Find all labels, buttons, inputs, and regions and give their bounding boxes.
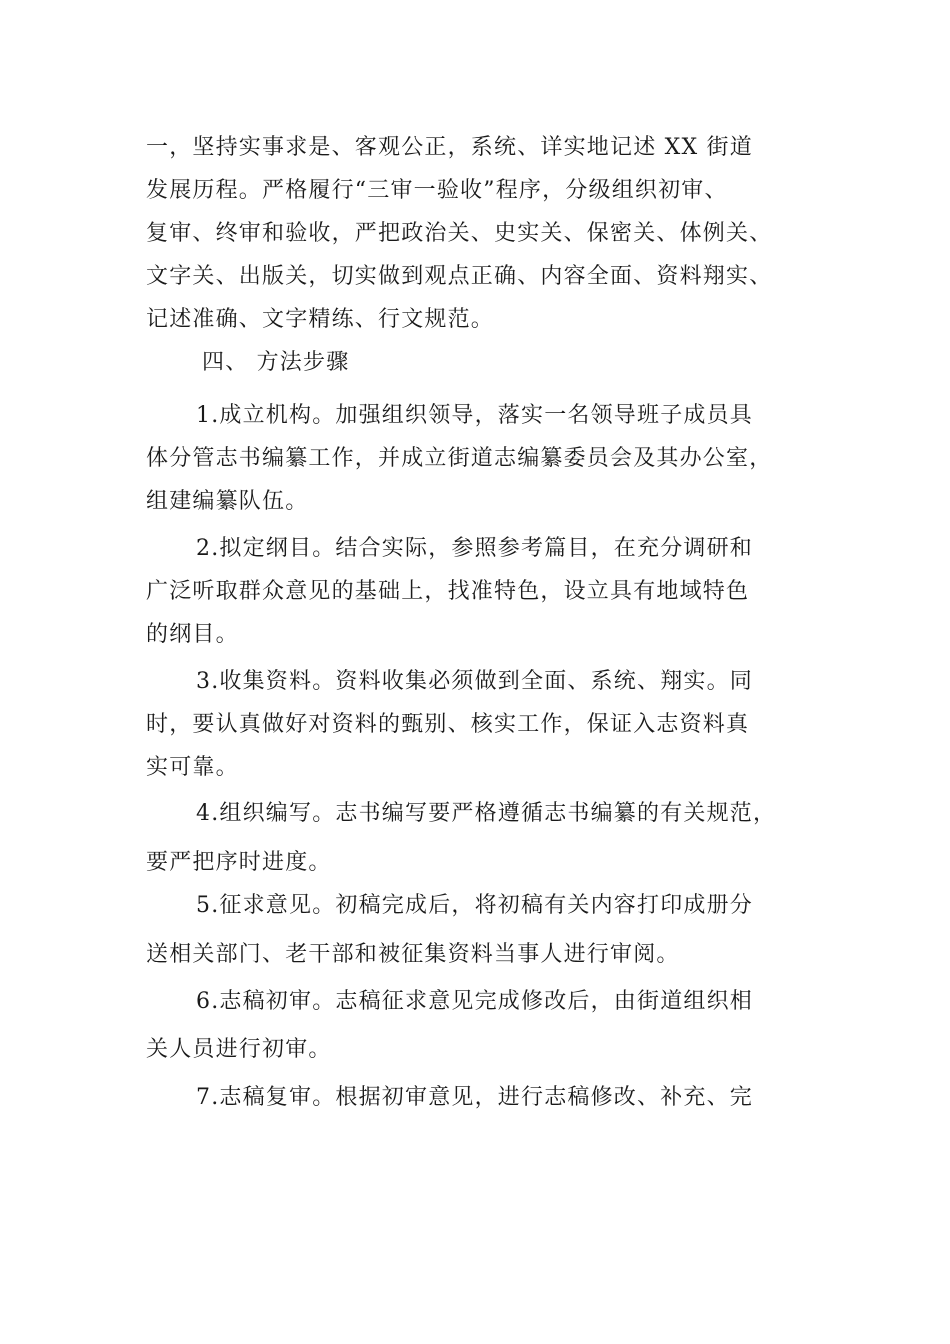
step-line: 广泛听取群众意见的基础上，找准特色，设立具有地域特色 bbox=[146, 579, 750, 604]
intro-line: 发展历程。严格履行“三审一验收”程序，分级组织初审、 bbox=[146, 178, 728, 203]
step-line: 的纲目。 bbox=[146, 622, 239, 647]
intro-line: 文字关、出版关，切实做到观点正确、内容全面、资料翔实、 bbox=[146, 264, 773, 289]
step-line: 1.成立机构。加强组织领导，落实一名领导班子成员具 bbox=[196, 403, 753, 428]
step-line: 4.组织编写。志书编写要严格遵循志书编纂的有关规范， bbox=[196, 801, 777, 826]
step-line: 7.志稿复审。根据初审意见，进行志稿修改、补充、完 bbox=[196, 1085, 753, 1110]
section-heading: 四、 方法步骤 bbox=[202, 350, 350, 375]
step-line: 体分管志书编纂工作，并成立街道志编纂委员会及其办公室， bbox=[146, 446, 773, 471]
intro-line: 记述准确、文字精练、行文规范。 bbox=[146, 307, 495, 332]
intro-line: 复审、终审和验收，严把政治关、史实关、保密关、体例关、 bbox=[146, 221, 773, 246]
step-line: 送相关部门、老干部和被征集资料当事人进行审阅。 bbox=[146, 942, 680, 967]
step-line: 组建编纂队伍。 bbox=[146, 489, 309, 514]
step-line: 6.志稿初审。志稿征求意见完成修改后，由街道组织相 bbox=[196, 989, 753, 1014]
step-line: 实可靠。 bbox=[146, 755, 239, 780]
step-line: 时，要认真做好对资料的甄别、核实工作，保证入志资料真 bbox=[146, 712, 750, 737]
step-line: 3.收集资料。资料收集必须做到全面、系统、翔实。同 bbox=[196, 669, 753, 694]
step-line: 5.征求意见。初稿完成后，将初稿有关内容打印成册分 bbox=[196, 893, 753, 918]
step-line: 2.拟定纲目。结合实际，参照参考篇目，在充分调研和 bbox=[196, 536, 753, 561]
step-line: 要严把序时进度。 bbox=[146, 850, 332, 875]
intro-line: 一，坚持实事求是、客观公正，系统、详实地记述 XX 街道 bbox=[146, 135, 753, 160]
step-line: 关人员进行初审。 bbox=[146, 1037, 332, 1062]
